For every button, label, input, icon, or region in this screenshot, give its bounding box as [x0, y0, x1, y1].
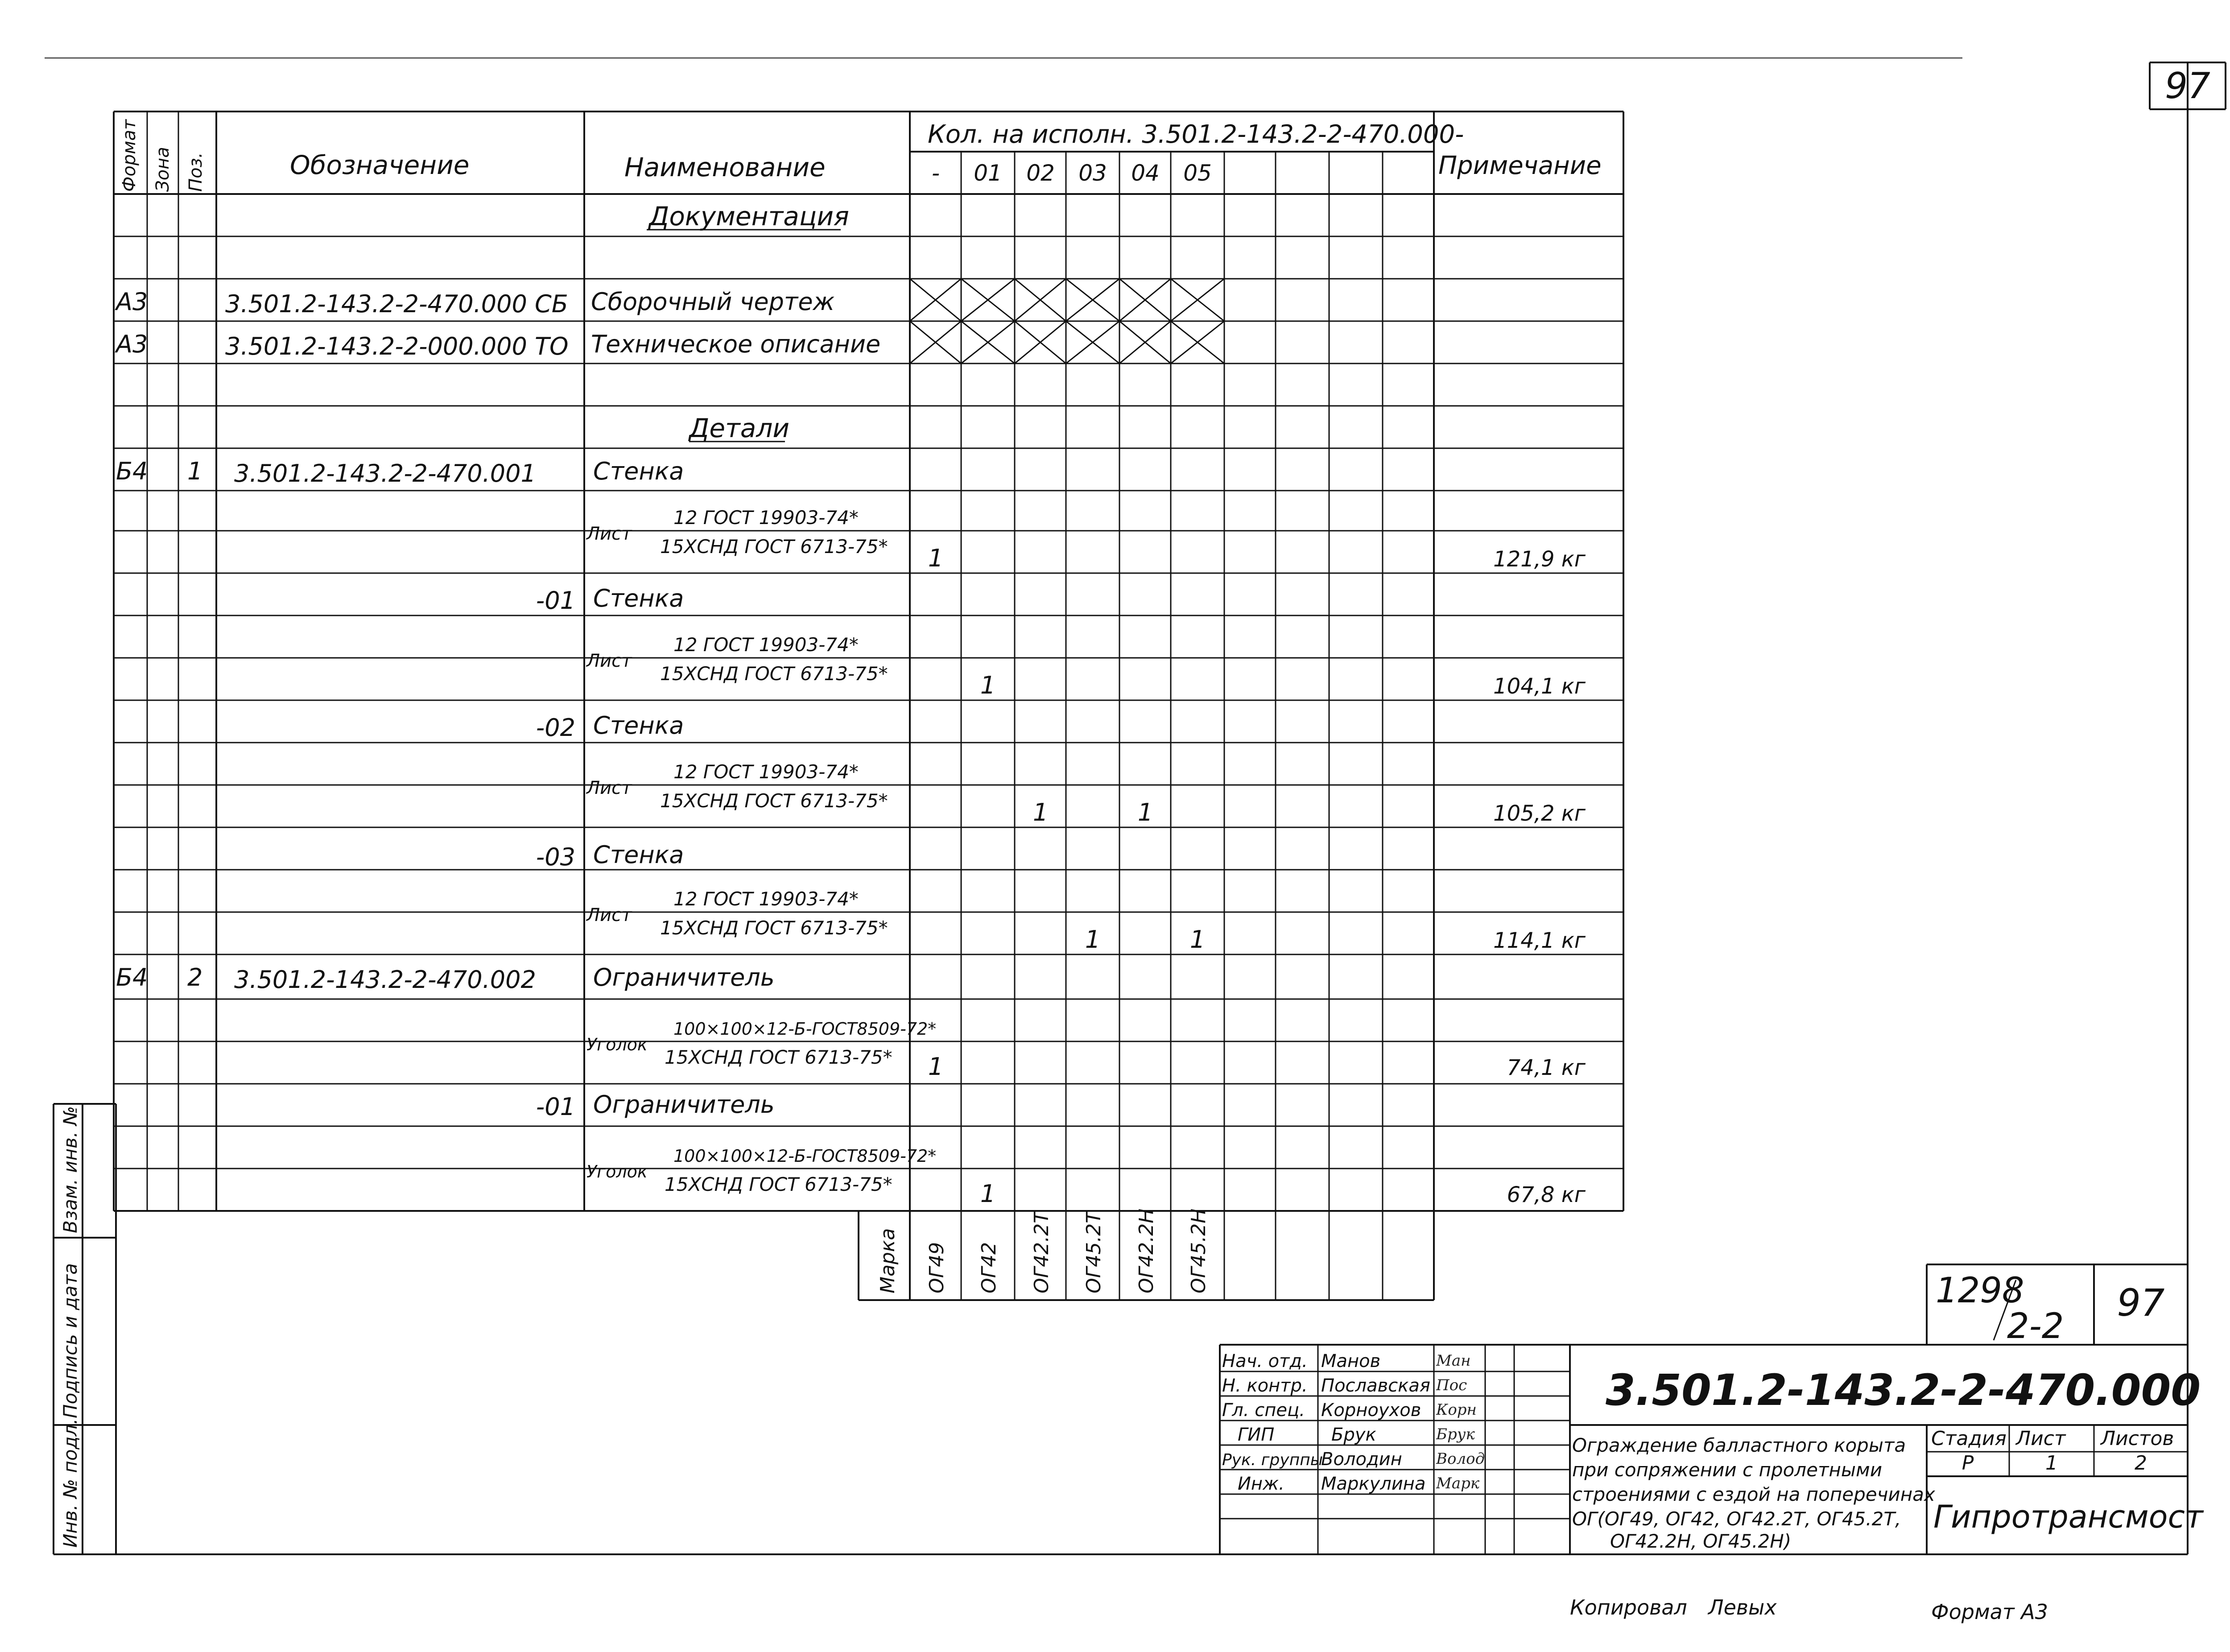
- footer-copied-label: Копировал: [1570, 1595, 1687, 1619]
- signature-sign: Корн: [1436, 1401, 1477, 1419]
- part-note: 74,1 кг: [1507, 1055, 1586, 1080]
- marka-value: ОГ42.2Т: [1030, 1211, 1053, 1293]
- part-note: 105,2 кг: [1493, 801, 1586, 826]
- part-material-type: Лист: [586, 524, 632, 544]
- header-note: Примечание: [1438, 151, 1602, 180]
- section-details: Детали: [689, 413, 790, 443]
- part-name: Ограничитель: [593, 963, 775, 991]
- side-stamp-inv: Инв. № подл.: [59, 1418, 81, 1548]
- part-format: Б4: [116, 457, 148, 485]
- organization: Гипротрансмост: [1933, 1499, 2203, 1535]
- page-number: 97: [2117, 1281, 2165, 1325]
- doc-row-designation: 3.501.2-143.2-2-470.000 СБ: [225, 290, 568, 318]
- doc-row-format: А3: [116, 330, 148, 358]
- signature-sign: Марк: [1436, 1474, 1480, 1492]
- variant-header: 04: [1131, 160, 1160, 186]
- part-material-type: Лист: [586, 778, 632, 798]
- part-designation: 3.501.2-143.2-2-470.001: [234, 459, 536, 487]
- signature-name: Брук: [1331, 1425, 1376, 1445]
- title-description-line: ОГ42.2Н, ОГ45.2Н): [1610, 1530, 1792, 1552]
- marka-label: Марка: [876, 1228, 899, 1293]
- part-material-bottom: 15ХСНД ГОСТ 6713-75*: [660, 663, 888, 685]
- signature-name: Пославская: [1321, 1375, 1430, 1396]
- title-designation: 3.501.2-143.2-2-470.000: [1606, 1365, 2201, 1415]
- title-description-line: строениями с ездой на поперечинах: [1572, 1483, 1935, 1505]
- part-name: Стенка: [593, 457, 684, 485]
- header-format: Формат: [119, 119, 140, 192]
- part-note: 67,8 кг: [1507, 1182, 1586, 1207]
- variant-header: 01: [974, 160, 1002, 186]
- signature-name: Маркулина: [1321, 1474, 1426, 1494]
- signature-name: Володин: [1321, 1449, 1402, 1470]
- part-material-type: Лист: [586, 651, 632, 671]
- footer-format: Формат А3: [1931, 1600, 2048, 1624]
- stage-value: Р: [1962, 1452, 1974, 1474]
- part-note: 121,9 кг: [1493, 547, 1586, 572]
- part-pos: 2: [187, 963, 203, 991]
- signature-role: ГИП: [1238, 1425, 1275, 1445]
- part-name: Стенка: [593, 584, 684, 612]
- sheet-corner-number: 97: [2165, 65, 2210, 107]
- header-name: Наименование: [624, 152, 826, 182]
- part-material-bottom: 15ХСНД ГОСТ 6713-75*: [665, 1173, 892, 1195]
- part-designation: 3.501.2-143.2-2-470.002: [234, 966, 536, 994]
- sheet-value: 1: [2045, 1452, 2058, 1474]
- part-qty: 1: [1032, 798, 1049, 826]
- part-designation: -03: [536, 843, 575, 871]
- sheets-value: 2: [2135, 1452, 2147, 1474]
- variant-header: 05: [1183, 160, 1212, 186]
- part-material-bottom: 15ХСНД ГОСТ 6713-75*: [665, 1046, 892, 1068]
- album-number: 1298: [1936, 1271, 2024, 1311]
- header-designation: Обозначение: [290, 150, 470, 180]
- part-note: 114,1 кг: [1493, 928, 1586, 953]
- part-material-type: Уголок: [586, 1162, 648, 1181]
- part-qty: 1: [1085, 925, 1101, 954]
- signature-role: Инж.: [1238, 1474, 1284, 1494]
- signature-role: Н. контр.: [1222, 1375, 1308, 1396]
- sheet-label: Лист: [2016, 1427, 2066, 1450]
- variant-header: 03: [1078, 160, 1107, 186]
- doc-row-name: Сборочный чертеж: [591, 288, 835, 316]
- part-material-top: 12 ГОСТ 19903-74*: [673, 634, 859, 656]
- part-material-type: Уголок: [586, 1035, 648, 1054]
- title-description-line: ОГ(ОГ49, ОГ42, ОГ42.2Т, ОГ45.2Т,: [1572, 1508, 1901, 1530]
- signature-role: Нач. отд.: [1222, 1351, 1308, 1371]
- doc-row-designation: 3.501.2-143.2-2-000.000 ТО: [225, 332, 569, 360]
- marka-value: ОГ42.2Н: [1135, 1208, 1158, 1293]
- header-zone: Зона: [153, 147, 173, 192]
- part-qty: 1: [980, 1180, 996, 1208]
- signature-role: Гл. спец.: [1222, 1400, 1305, 1421]
- part-note: 104,1 кг: [1493, 674, 1586, 699]
- part-name: Стенка: [593, 711, 684, 739]
- part-designation: -01: [536, 1093, 575, 1121]
- part-material-bottom: 15ХСНД ГОСТ 6713-75*: [660, 917, 888, 939]
- signature-sign: Ман: [1436, 1352, 1471, 1370]
- signature-name: Манов: [1321, 1351, 1381, 1371]
- header-qty-caption: Кол. на исполн. 3.501.2-143.2-2-470.000-: [928, 120, 1464, 149]
- marka-value: ОГ49: [925, 1242, 948, 1293]
- part-pos: 1: [187, 457, 203, 485]
- part-material-top: 100×100×12-Б-ГОСТ8509-72*: [673, 1146, 937, 1166]
- variant-header: 02: [1026, 160, 1055, 186]
- sheets-label: Листов: [2101, 1427, 2174, 1450]
- part-qty: 1: [928, 1053, 944, 1081]
- signature-sign: Пос: [1436, 1376, 1467, 1394]
- footer-copier: Левых: [1708, 1595, 1777, 1619]
- part-format: Б4: [116, 963, 148, 991]
- signature-sign: Брук: [1436, 1425, 1475, 1443]
- part-material-top: 12 ГОСТ 19903-74*: [673, 507, 859, 529]
- part-name: Ограничитель: [593, 1090, 775, 1119]
- part-qty: 1: [1137, 798, 1153, 826]
- stage-label: Стадия: [1931, 1427, 2007, 1450]
- part-material-type: Лист: [586, 905, 632, 925]
- signature-sign: Волод: [1436, 1450, 1485, 1468]
- section-documentation: Документация: [649, 201, 849, 231]
- part-designation: -01: [536, 586, 575, 615]
- title-description-line: Ограждение балластного корыта: [1572, 1434, 1906, 1456]
- part-material-top: 12 ГОСТ 19903-74*: [673, 761, 859, 783]
- part-material-top: 12 ГОСТ 19903-74*: [673, 888, 859, 910]
- part-material-top: 100×100×12-Б-ГОСТ8509-72*: [673, 1019, 937, 1039]
- part-qty: 1: [928, 544, 944, 572]
- doc-row-format: А3: [116, 288, 148, 316]
- side-stamp-replace: Взам. инв. №: [59, 1106, 81, 1233]
- marka-value: ОГ45.2Н: [1187, 1208, 1210, 1293]
- variant-header: -: [931, 160, 940, 186]
- title-description-line: при сопряжении с пролетными: [1572, 1459, 1883, 1481]
- part-name: Стенка: [593, 841, 684, 869]
- signature-name: Корноухов: [1321, 1400, 1421, 1421]
- marka-value: ОГ42: [978, 1242, 1000, 1293]
- doc-row-name: Техническое описание: [591, 330, 881, 358]
- part-qty: 1: [980, 671, 996, 699]
- signature-role: Рук. группы: [1222, 1451, 1323, 1469]
- part-qty: 1: [1189, 925, 1206, 954]
- part-designation: -02: [536, 714, 575, 742]
- side-stamp-signature: Подпись и дата: [59, 1263, 81, 1418]
- album-sub: 2-2: [2007, 1306, 2064, 1346]
- part-material-bottom: 15ХСНД ГОСТ 6713-75*: [660, 536, 888, 558]
- marka-value: ОГ45.2Т: [1082, 1211, 1105, 1293]
- header-pos: Поз.: [186, 152, 206, 192]
- part-material-bottom: 15ХСНД ГОСТ 6713-75*: [660, 790, 888, 812]
